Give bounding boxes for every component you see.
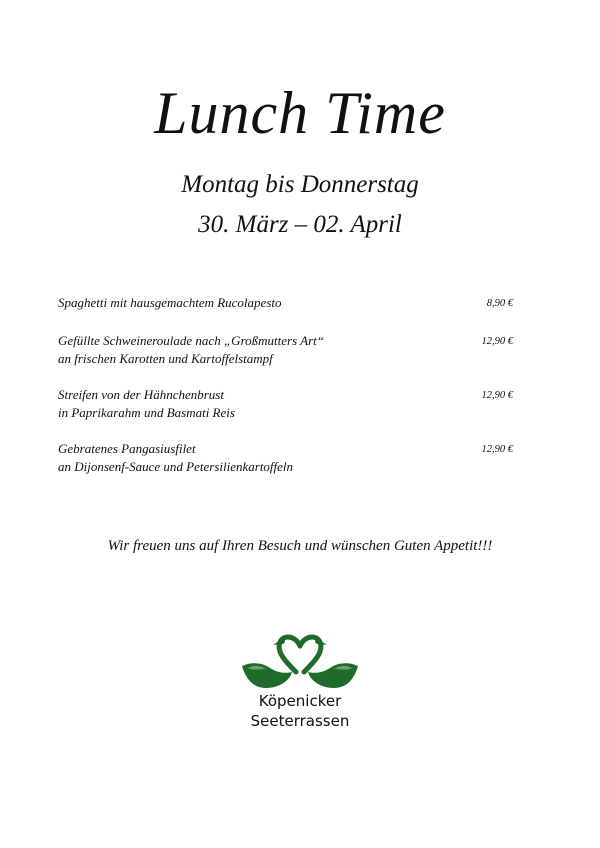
- menu-list: [58, 294, 513, 476]
- menu-item: [58, 332, 513, 368]
- menu-item-price: 12,90 €: [481, 390, 513, 401]
- menu-item-description: an frischen Karotten und Kartoffelstampf: [58, 351, 273, 366]
- menu-item-name: Gefüllte Schweineroulade nach „Großmutters Art“: [58, 333, 324, 348]
- menu-item-name: Spaghetti mit hausgemachtem Rucolapesto: [58, 295, 282, 310]
- menu-item: [58, 440, 513, 476]
- menu-item-description: an Dijonsenf-Sauce und Petersilienkartoffeln: [58, 459, 294, 474]
- swans-heart-icon: [240, 632, 360, 692]
- menu-item-price: 12,90 €: [481, 336, 513, 347]
- menu-item-name: Streifen von der Hähnchenbrust: [58, 387, 224, 402]
- closing-message: Wir freuen uns auf Ihren Besuch und wünschen Guten Appetit!!!: [107, 538, 493, 554]
- menu-item-name: Gebratenes Pangasiusfilet: [58, 441, 196, 456]
- menu-item-price: 12,90 €: [481, 444, 513, 455]
- menu-item-description: in Paprikarahm und Basmati Reis: [58, 405, 235, 420]
- days-subtitle: Montag bis Donnerstag: [181, 171, 419, 198]
- page-title: Lunch Time: [154, 80, 446, 146]
- menu-item: [58, 386, 513, 422]
- restaurant-logo: [220, 632, 380, 742]
- logo-line-1: Köpenicker: [258, 692, 342, 710]
- dates-subtitle: 30. März – 02. April: [198, 211, 402, 238]
- menu-item-price: 8,90 €: [486, 298, 513, 309]
- menu-item: [58, 294, 513, 312]
- logo-line-2: Seeterrassen: [250, 712, 350, 730]
